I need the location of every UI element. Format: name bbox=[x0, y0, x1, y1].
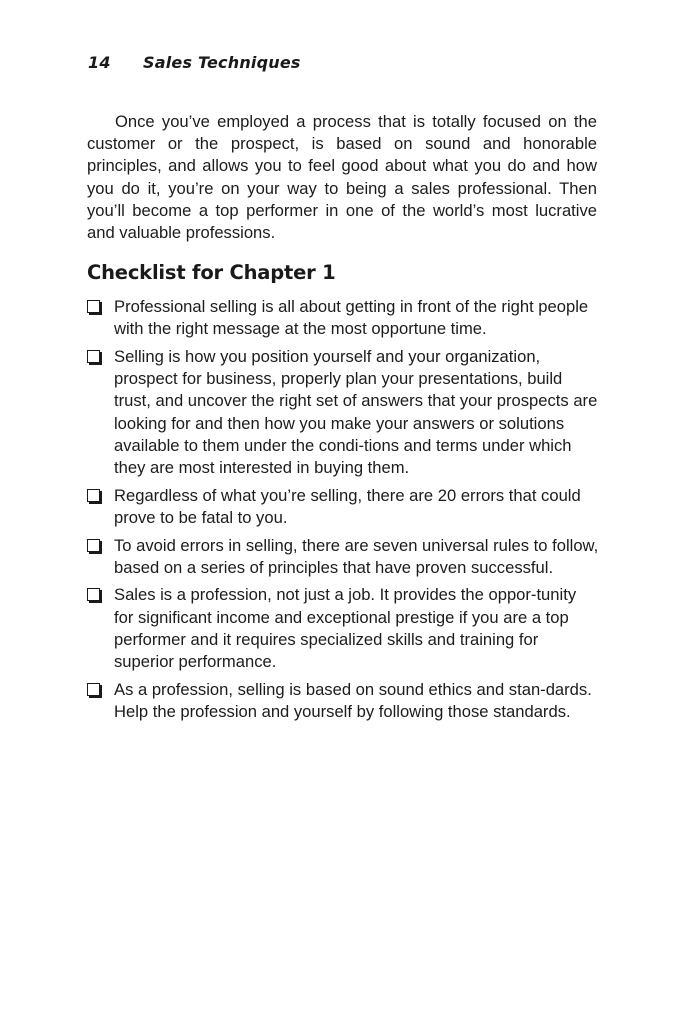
page-number: 14 bbox=[88, 53, 111, 72]
checkbox-icon bbox=[87, 350, 100, 363]
checklist-item-text: As a profession, selling is based on sound ethics and stan-dards. Help the profession and yourself by following those standards. bbox=[114, 679, 592, 721]
running-head bbox=[88, 53, 301, 72]
checklist-item-text: Sales is a profession, not just a job. It provides the oppor-tunity for significant income and exceptional prestige if you are a top performer and it requires specialized skills and training for superior performance. bbox=[114, 585, 577, 672]
checklist-item bbox=[87, 584, 599, 673]
checklist-item-text: To avoid errors in selling, there are seven universal rules to follow, based on a series of principles that have proven successful. bbox=[114, 535, 599, 577]
checkbox-icon bbox=[87, 683, 100, 696]
running-title: Sales Techniques bbox=[143, 53, 301, 72]
checklist-item bbox=[87, 485, 599, 529]
checklist-heading: Checklist for Chapter 1 bbox=[87, 261, 336, 284]
checklist-item bbox=[87, 346, 599, 479]
checkbox-icon bbox=[87, 300, 100, 313]
checklist-item bbox=[87, 296, 599, 340]
checklist-item-text: Professional selling is all about getting in front of the right people with the right message at the most opportune time. bbox=[114, 297, 589, 339]
checklist-item bbox=[87, 535, 599, 579]
checklist-item-text: Regardless of what you’re selling, there are 20 errors that could prove to be fatal to you. bbox=[114, 485, 581, 527]
checklist bbox=[87, 296, 599, 729]
intro-paragraph: Once you’ve employed a process that is totally focused on the customer or the prospect, is based on sound and honorable principles, and allows you to feel good about what you do and how you do it, you’re on your way to being a sales professional. Then you’ll become a top performer in one of the world’s most lucrative and valuable professions. bbox=[87, 112, 597, 243]
checkbox-icon bbox=[87, 489, 100, 502]
checklist-item bbox=[87, 679, 599, 723]
checkbox-icon bbox=[87, 588, 100, 601]
checklist-item-text: Selling is how you position yourself and your organization, prospect for business, properly plan your presentations, build trust, and uncover the right set of answers that your prospects are looking for and then how you make your answers or solutions available to them under the condi-tions and terms under which they are most interested in buying them. bbox=[114, 346, 598, 477]
checkbox-icon bbox=[87, 539, 100, 552]
